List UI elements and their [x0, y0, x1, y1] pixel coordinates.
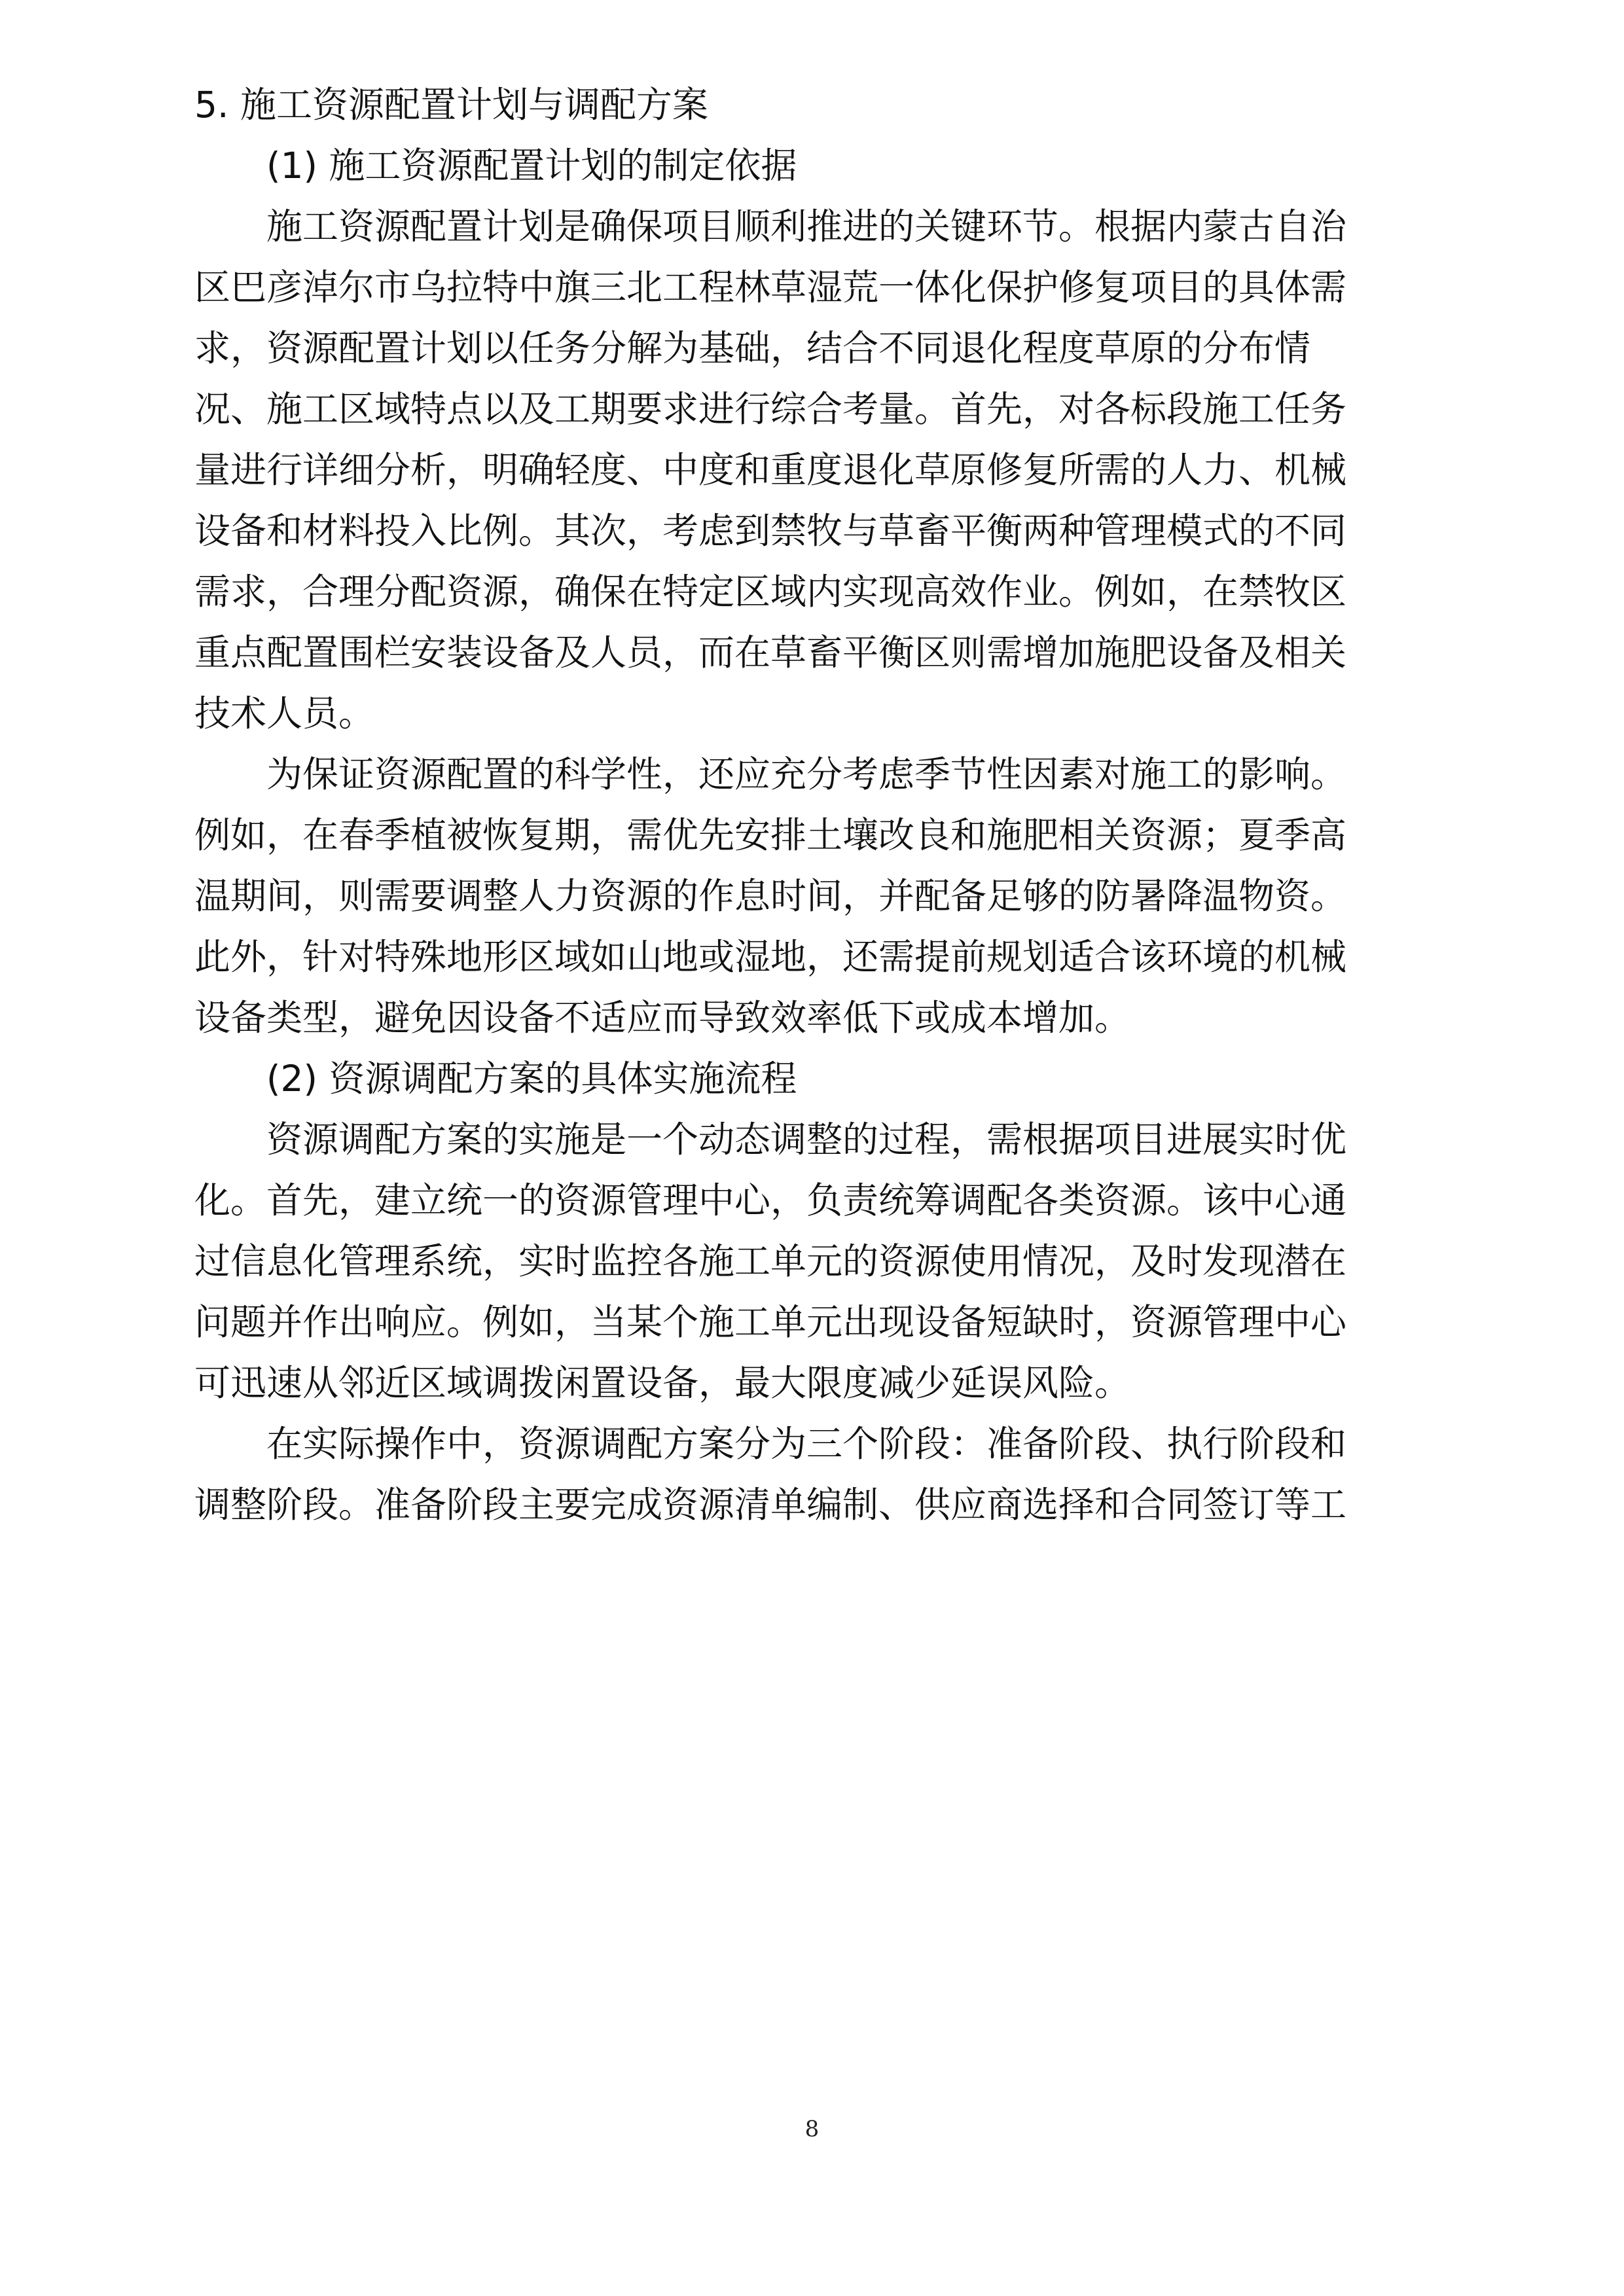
paragraph-line: 量进行详细分析，明确轻度、中度和重度退化草原修复所需的人力、机械	[194, 449, 1347, 491]
paragraph-3	[194, 1109, 1432, 1414]
paragraph-line: 设备和材料投入比例。其次，考虑到禁牧与草畜平衡两种管理模式的不同	[194, 510, 1347, 552]
paragraph-line: 求，资源配置计划以任务分解为基础，结合不同退化程度草原的分布情	[194, 327, 1311, 369]
paragraph-2	[194, 744, 1432, 1049]
paragraph-line: 例如，在春季植被恢复期，需优先安排土壤改良和施肥相关资源；夏季高	[194, 814, 1347, 856]
paragraph-1	[194, 196, 1432, 744]
subsection-2-title: (2) 资源调配方案的具体实施流程	[266, 1058, 797, 1100]
paragraph-line: 需求，合理分配资源，确保在特定区域内实现高效作业。例如，在禁牧区	[194, 571, 1347, 613]
paragraph-line: 况、施工区域特点以及工期要求进行综合考量。首先，对各标段施工任务	[194, 388, 1347, 430]
paragraph-line: 过信息化管理系统，实时监控各施工单元的资源使用情况，及时发现潜在	[194, 1240, 1347, 1282]
section-title: 5. 施工资源配置计划与调配方案	[194, 84, 708, 126]
paragraph-line: 调整阶段。准备阶段主要完成资源清单编制、供应商选择和合同签订等工	[194, 1484, 1347, 1526]
subsection-1-title: (1) 施工资源配置计划的制定依据	[266, 145, 797, 187]
paragraph-line: 温期间，则需要调整人力资源的作息时间，并配备足够的防暑降温物资。	[194, 875, 1347, 917]
paragraph-line: 为保证资源配置的科学性，还应充分考虑季节性因素对施工的影响。	[266, 753, 1347, 795]
paragraph-line: 设备类型，避免因设备不适应而导致效率低下或成本增加。	[194, 997, 1131, 1039]
paragraph-line: 技术人员。	[194, 692, 375, 734]
page-content	[194, 75, 1432, 1535]
paragraph-line: 问题并作出响应。例如，当某个施工单元出现设备短缺时，资源管理中心	[194, 1301, 1347, 1343]
paragraph-line: 重点配置围栏安装设备及人员，而在草畜平衡区则需增加施肥设备及相关	[194, 632, 1347, 673]
paragraph-line: 此外，针对特殊地形区域如山地或湿地，还需提前规划适合该环境的机械	[194, 936, 1347, 978]
page-number: 8	[804, 2116, 820, 2142]
paragraph-line: 施工资源配置计划是确保项目顺利推进的关键环节。根据内蒙古自治	[266, 206, 1347, 247]
paragraph-line: 化。首先，建立统一的资源管理中心，负责统筹调配各类资源。该中心通	[194, 1179, 1347, 1221]
paragraph-line: 在实际操作中，资源调配方案分为三个阶段：准备阶段、执行阶段和	[266, 1423, 1347, 1465]
paragraph-line: 区巴彦淖尔市乌拉特中旗三北工程林草湿荒一体化保护修复项目的具体需	[194, 266, 1347, 308]
paragraph-4	[194, 1414, 1432, 1535]
paragraph-line: 可迅速从邻近区域调拨闲置设备，最大限度减少延误风险。	[194, 1362, 1131, 1404]
paragraph-line: 资源调配方案的实施是一个动态调整的过程，需根据项目进展实时优	[266, 1119, 1347, 1160]
